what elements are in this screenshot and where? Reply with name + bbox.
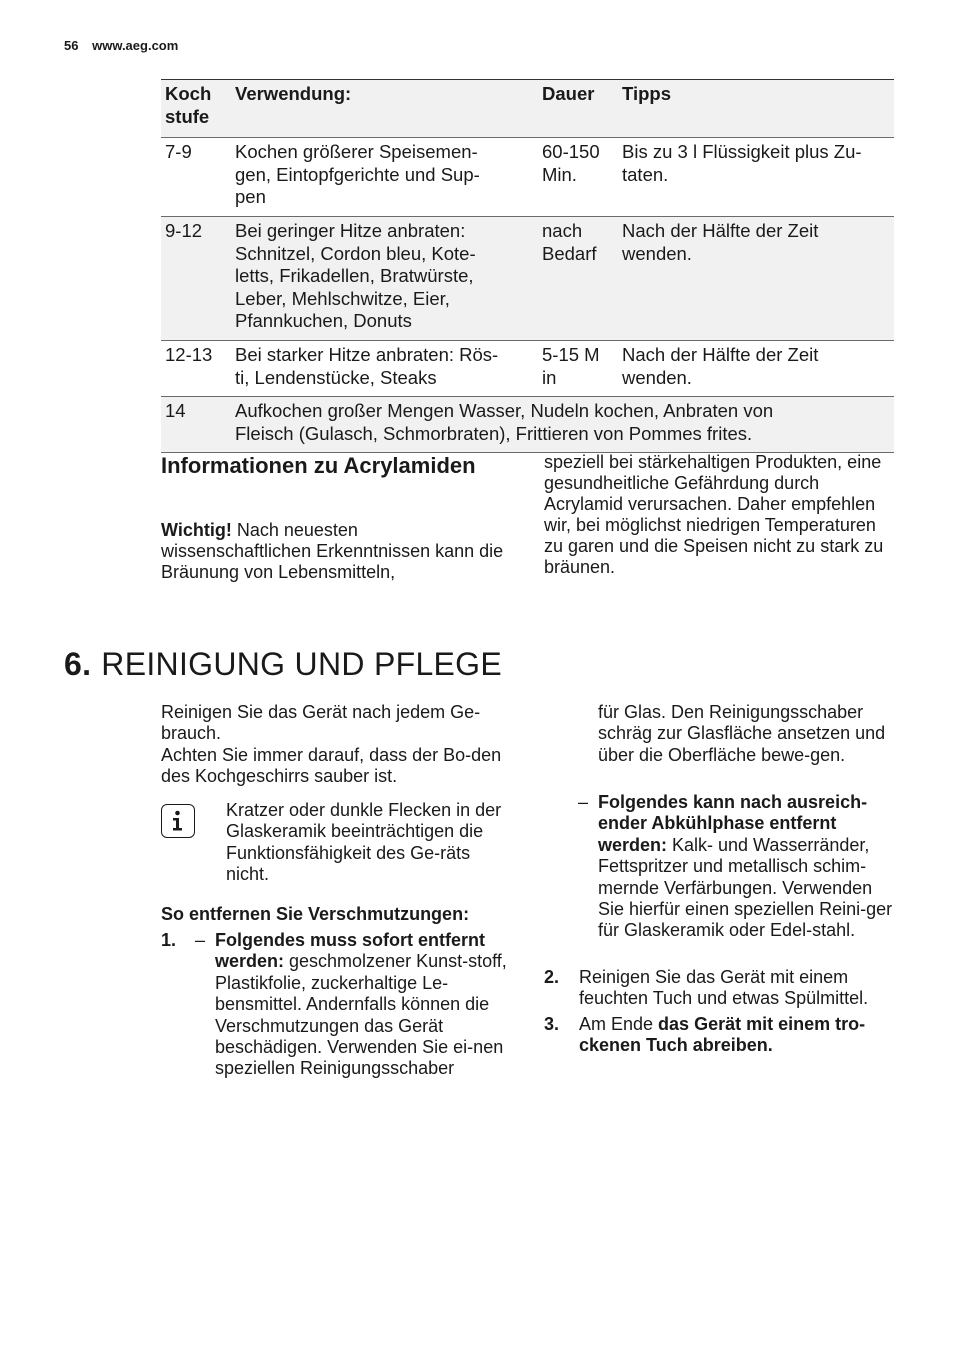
cell-stufe: 9-12 [161,217,231,341]
cooking-levels-table [161,79,894,453]
step-1a-text: Folgendes muss sofort entfernt werden: geschmolzener Kunst-stoff, Plastikfolie, zuckerhaltige Le-bensmittel. Andernfalls können die Verschmutzungen das Gerät beschädigen. Verwenden Sie ei-nen speziellen Reinigungsschaber [215,930,507,1079]
cell-verwendung: Bei geringer Hitze anbraten: Schnitzel, Cordon bleu, Kote- letts, Frikadellen, Bratwürste, Leber, Mehlschwitze, Eier, Pfannkuchen, Donuts [231,217,538,341]
info-icon [161,804,195,838]
step-1a-continued: für Glas. Den Reinigungsschaber schräg zur Glasfläche ansetzen und über die Oberfläche bewe-gen. [598,702,886,765]
table-row [161,397,894,453]
step-3-number: 3. [544,1014,560,1034]
table-row [161,138,894,217]
acrylamide-heading: Informationen zu Acrylamiden [161,453,476,478]
page-header [64,38,178,53]
step-1b-dash: – [578,792,589,812]
steps-heading: So entfernen Sie Verschmutzungen: [161,904,470,924]
table-row [161,341,894,397]
info-note: Kratzer oder dunkle Flecken in der Glaskeramik beeinträchtigen die Funktionsfähigkeit des Ge-räts nicht. [226,800,502,885]
cell-stufe: 14 [161,397,231,453]
table-row [161,217,894,341]
important-label: Wichtig! [161,520,232,540]
cell-dauer: 5-15 M in [538,341,618,397]
column-header-stufe: Koch stufe [161,80,231,138]
step-1a-dash: – [195,930,206,950]
step-1-number: 1. [161,930,177,950]
column-header-verwendung: Verwendung: [231,80,538,138]
chapter-heading: REINIGUNG UND PFLEGE [101,646,503,682]
cell-tipps: Nach der Hälfte der Zeit wenden. [618,217,894,341]
cell-verwendung: Aufkochen großer Mengen Wasser, Nudeln kochen, Anbraten von Fleisch (Gulasch, Schmorbraten), Frittieren von Pommes frites. [231,397,894,453]
step-1b-text: Folgendes kann nach ausreich-ender Abkühlphase entfernt werden: Kalk- und Wasserränder, Fettspritzer und metallisch schim-mernde Verfärbungen. Verwenden Sie hierfür einen speziellen Reini-ger für Glaskeramik oder Edel-stahl. [598,792,893,941]
page-number: 56 [64,38,79,53]
acrylamide-text-right: speziell bei stärkehaltigen Produkten, eine gesundheitliche Gefährdung durch Acrylamid verursachen. Daher empfehlen wir, bei möglichst niedrigen Temperaturen zu garen und die Speisen nicht zu stark zu bräunen. [544,452,884,577]
cell-tipps: Bis zu 3 l Flüssigkeit plus Zu- taten. [618,138,894,217]
chapter-title [64,644,502,684]
acrylamide-text-left: Wichtig! Nach neuesten wissenschaftlichen Erkenntnissen kann die Bräunung von Lebensmitteln, [161,520,504,582]
cell-verwendung: Bei starker Hitze anbraten: Rös- ti, Lendenstücke, Steaks [231,341,538,397]
step-2-text: Reinigen Sie das Gerät mit einem feuchten Tuch und etwas Spülmittel. [579,967,869,1009]
cell-verwendung: Kochen größerer Speisemen- gen, Eintopfgerichte und Sup- pen [231,138,538,217]
step-3-text: Am Ende das Gerät mit einem tro-ckenen Tuch abreiben. [579,1014,866,1056]
intro-paragraph: Reinigen Sie das Gerät nach jedem Ge-brauch. Achten Sie immer darauf, dass der Bo-den des Kochgeschirrs sauber ist. [161,702,502,787]
website-link[interactable]: www.aeg.com [92,38,179,53]
chapter-number: 6. [64,646,92,682]
column-header-dauer: Dauer [538,80,618,138]
cell-tipps: Nach der Hälfte der Zeit wenden. [618,341,894,397]
table-header-row [161,80,894,138]
step-2-number: 2. [544,967,560,987]
column-header-tipps: Tipps [618,80,894,138]
cell-stufe: 7-9 [161,138,231,217]
cell-stufe: 12-13 [161,341,231,397]
cell-dauer: 60-150 Min. [538,138,618,217]
cell-dauer: nach Bedarf [538,217,618,341]
